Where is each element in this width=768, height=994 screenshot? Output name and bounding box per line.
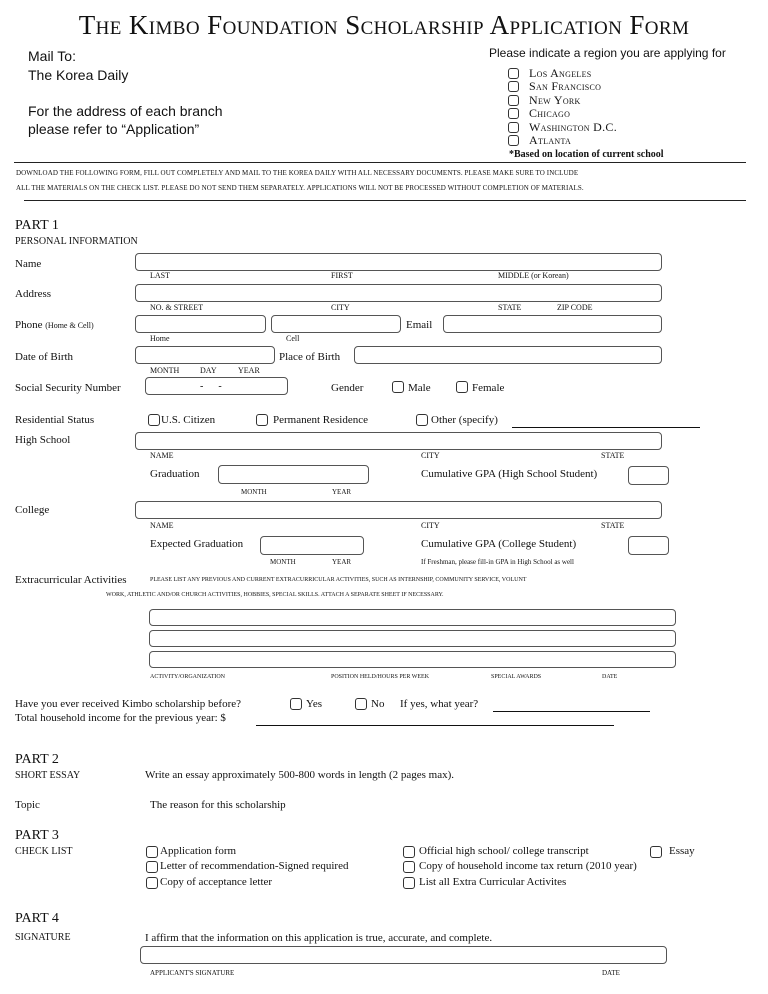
checklist-checkbox[interactable] bbox=[146, 846, 158, 858]
hs-gpa-input[interactable] bbox=[628, 466, 669, 485]
part3-heading: PART 3 bbox=[15, 828, 59, 843]
topic-value: The reason for this scholarship bbox=[150, 799, 286, 811]
dob-sub-day: DAY bbox=[200, 366, 217, 375]
checklist-essay-checkbox[interactable] bbox=[650, 846, 662, 858]
residential-citizen-checkbox[interactable] bbox=[148, 414, 160, 426]
region-checkbox[interactable] bbox=[508, 122, 519, 133]
extra-note-line2: WORK, ATHLETIC AND/OR CHURCH ACTIVITIES, HOBBIES, SPECIAL SKILLS. ATTACH A SEPARATE SHEET IF NECESSARY. bbox=[106, 592, 444, 598]
part3-subheading: CHECK LIST bbox=[15, 846, 73, 857]
freshman-note: If Freshman, please fill-in GPA in High School as well bbox=[421, 558, 574, 566]
checklist-item: Application form bbox=[160, 845, 237, 857]
pob-input[interactable] bbox=[354, 346, 662, 364]
college-sub-city: CITY bbox=[421, 521, 440, 530]
part1-subheading: PERSONAL INFORMATION bbox=[15, 236, 138, 247]
checklist-item: Letter of recommendation-Signed required bbox=[160, 860, 349, 872]
college-label: College bbox=[15, 504, 50, 516]
name-sub-last: LAST bbox=[150, 271, 170, 280]
gender-label: Gender bbox=[331, 382, 364, 394]
address-sub-street: NO. & STREET bbox=[150, 303, 204, 312]
region-checkbox[interactable] bbox=[508, 135, 519, 146]
checklist-item: Copy of acceptance letter bbox=[160, 876, 273, 888]
hs-graduation-input[interactable] bbox=[218, 465, 369, 484]
hs-sub-state: STATE bbox=[601, 451, 625, 460]
region-option-label: San Francisco bbox=[529, 79, 602, 93]
mail-org: The Korea Daily bbox=[28, 67, 129, 83]
address-sub-city: CITY bbox=[331, 303, 350, 312]
branch-address-line1: For the address of each branch bbox=[28, 103, 223, 119]
kimbo-no-checkbox[interactable] bbox=[355, 698, 367, 710]
region-checkbox[interactable] bbox=[508, 95, 519, 106]
checklist-checkbox[interactable] bbox=[403, 861, 415, 873]
address-label: Address bbox=[15, 288, 52, 300]
residential-other-checkbox[interactable] bbox=[416, 414, 428, 426]
region-checkbox[interactable] bbox=[508, 108, 519, 119]
checklist-item: Official high school/ college transcript bbox=[419, 845, 589, 857]
hs-sub-city: CITY bbox=[421, 451, 440, 460]
residential-citizen-label: U.S. Citizen bbox=[161, 414, 216, 426]
email-label: Email bbox=[406, 319, 433, 331]
hs-grad-sub-year: YEAR bbox=[332, 488, 352, 496]
extra-sub-date: DATE bbox=[602, 674, 618, 680]
region-option-label: Chicago bbox=[529, 106, 571, 120]
gender-male-label: Male bbox=[408, 382, 431, 394]
name-label: Name bbox=[15, 258, 42, 270]
kimbo-yes-label: Yes bbox=[306, 698, 323, 710]
region-option-label: Los Angeles bbox=[529, 66, 592, 80]
gender-female-label: Female bbox=[472, 382, 505, 394]
divider bbox=[24, 200, 746, 201]
dob-sub-month: MONTH bbox=[150, 366, 180, 375]
hs-grad-sub-month: MONTH bbox=[241, 488, 267, 496]
college-input[interactable] bbox=[135, 501, 662, 519]
pob-label: Place of Birth bbox=[279, 351, 341, 363]
extra-label: Extracurricular Activities bbox=[15, 574, 127, 586]
checklist-item: List all Extra Curricular Activites bbox=[419, 876, 567, 888]
college-sub-name: NAME bbox=[150, 521, 174, 530]
extra-sub-awards: SPECIAL AWARDS bbox=[491, 674, 542, 680]
dob-input[interactable] bbox=[135, 346, 275, 364]
essay-instruction: Write an essay approximately 500-800 words in length (2 pages max). bbox=[145, 769, 455, 781]
extra-sub-activity: ACTIVITY/ORGANIZATION bbox=[150, 674, 225, 680]
phone-home-input[interactable] bbox=[135, 315, 266, 333]
college-graduation-input[interactable] bbox=[260, 536, 364, 555]
residential-other-line[interactable] bbox=[512, 427, 700, 428]
checklist-checkbox[interactable] bbox=[403, 877, 415, 889]
instructions-line2: ALL THE MATERIALS ON THE CHECK LIST. PLEASE DO NOT SEND THEM SEPARATELY. APPLICATIONS WILL NOT BE PROCESSED WITHOUT COMPLETION OF MATERIALS. bbox=[16, 184, 584, 192]
name-sub-first: FIRST bbox=[331, 271, 353, 280]
phone-cell-input[interactable] bbox=[271, 315, 401, 333]
name-input[interactable] bbox=[135, 253, 662, 271]
gender-male-checkbox[interactable] bbox=[392, 381, 404, 393]
mail-to-label: Mail To: bbox=[28, 48, 76, 64]
branch-address-line2: please refer to “Application” bbox=[28, 121, 200, 137]
extra-input-row[interactable] bbox=[149, 651, 676, 668]
extra-input-row[interactable] bbox=[149, 630, 676, 647]
kimbo-question: Have you ever received Kimbo scholarship before? bbox=[15, 698, 242, 710]
part2-subheading: SHORT ESSAY bbox=[15, 770, 81, 781]
sig-sub-date: DATE bbox=[602, 969, 620, 977]
college-graduation-label: Expected Graduation bbox=[150, 538, 244, 550]
affirm-statement: I affirm that the information on this application is true, accurate, and complete. bbox=[145, 932, 493, 944]
sig-sub-signature: APPLICANT'S SIGNATURE bbox=[150, 969, 235, 977]
residential-pr-checkbox[interactable] bbox=[256, 414, 268, 426]
hs-sub-name: NAME bbox=[150, 451, 174, 460]
region-option-label: New York bbox=[529, 93, 581, 107]
kimbo-no-label: No bbox=[371, 698, 385, 710]
region-checkbox[interactable] bbox=[508, 81, 519, 92]
hs-gpa-label: Cumulative GPA (High School Student) bbox=[421, 468, 598, 480]
form-title: The Kimbo Foundation Scholarship Application Form bbox=[78, 10, 690, 40]
address-input[interactable] bbox=[135, 284, 662, 302]
college-grad-sub-month: MONTH bbox=[270, 558, 296, 566]
part1-heading: PART 1 bbox=[15, 218, 59, 233]
residential-other-label: Other (specify) bbox=[431, 414, 498, 426]
part4-heading: PART 4 bbox=[15, 911, 59, 926]
ssn-separator: - - bbox=[200, 381, 222, 392]
checklist-checkbox[interactable] bbox=[146, 877, 158, 889]
checklist-checkbox[interactable] bbox=[146, 861, 158, 873]
name-sub-middle: MIDDLE (or Korean) bbox=[498, 271, 569, 280]
kimbo-year-label: If yes, what year? bbox=[400, 698, 479, 710]
checklist-item: Copy of household income tax return (2010 year) bbox=[419, 860, 637, 872]
income-label: Total household income for the previous year: $ bbox=[15, 712, 226, 724]
region-prompt: Please indicate a region you are applying for bbox=[489, 46, 726, 60]
residential-label: Residential Status bbox=[15, 414, 95, 426]
extra-sub-position: POSITION HELD/HOURS PER WEEK bbox=[331, 674, 430, 680]
divider bbox=[14, 162, 746, 163]
dob-sub-year: YEAR bbox=[238, 366, 260, 375]
region-option-label: Atlanta bbox=[529, 133, 572, 147]
region-option-label: Washington D.C. bbox=[529, 120, 618, 134]
extra-input-row[interactable] bbox=[149, 609, 676, 626]
signature-input[interactable] bbox=[140, 946, 667, 964]
kimbo-year-line[interactable] bbox=[493, 711, 650, 712]
ssn-label: Social Security Number bbox=[15, 382, 121, 394]
part2-heading: PART 2 bbox=[15, 752, 59, 767]
phone-sub-home: Home bbox=[150, 334, 170, 343]
highschool-input[interactable] bbox=[135, 432, 662, 450]
instructions-line1: DOWNLOAD THE FOLLOWING FORM, FILL OUT COMPLETELY AND MAIL TO THE KOREA DAILY WITH ALL NECESSARY DOCUMENTS. PLEASE MAKE SURE TO INCLUDE bbox=[16, 169, 579, 177]
dob-label: Date of Birth bbox=[15, 351, 74, 363]
college-grad-sub-year: YEAR bbox=[332, 558, 352, 566]
college-gpa-label: Cumulative GPA (College Student) bbox=[421, 538, 577, 550]
kimbo-yes-checkbox[interactable] bbox=[290, 698, 302, 710]
address-sub-state: STATE bbox=[498, 303, 522, 312]
address-sub-zip: ZIP CODE bbox=[557, 303, 593, 312]
college-sub-state: STATE bbox=[601, 521, 625, 530]
gender-female-checkbox[interactable] bbox=[456, 381, 468, 393]
checklist-essay-label: Essay bbox=[669, 845, 695, 857]
topic-label: Topic bbox=[15, 799, 40, 811]
region-checkbox[interactable] bbox=[508, 68, 519, 79]
region-note: *Based on location of current school bbox=[509, 149, 664, 160]
checklist-checkbox[interactable] bbox=[403, 846, 415, 858]
phone-label: Phone (Home & Cell) bbox=[15, 319, 94, 331]
highschool-label: High School bbox=[15, 434, 71, 446]
part4-subheading: SIGNATURE bbox=[15, 932, 71, 943]
income-line[interactable] bbox=[256, 725, 614, 726]
extra-note-line1: PLEASE LIST ANY PREVIOUS AND CURRENT EXTRACURRICULAR ACTIVITIES, SUCH AS INTERNSHIP, COMMUNITY SERVICE, VOLUNT bbox=[150, 577, 527, 583]
residential-pr-label: Permanent Residence bbox=[273, 414, 368, 426]
phone-sub-cell: Cell bbox=[286, 334, 300, 343]
email-input[interactable] bbox=[443, 315, 662, 333]
hs-graduation-label: Graduation bbox=[150, 468, 200, 480]
college-gpa-input[interactable] bbox=[628, 536, 669, 555]
